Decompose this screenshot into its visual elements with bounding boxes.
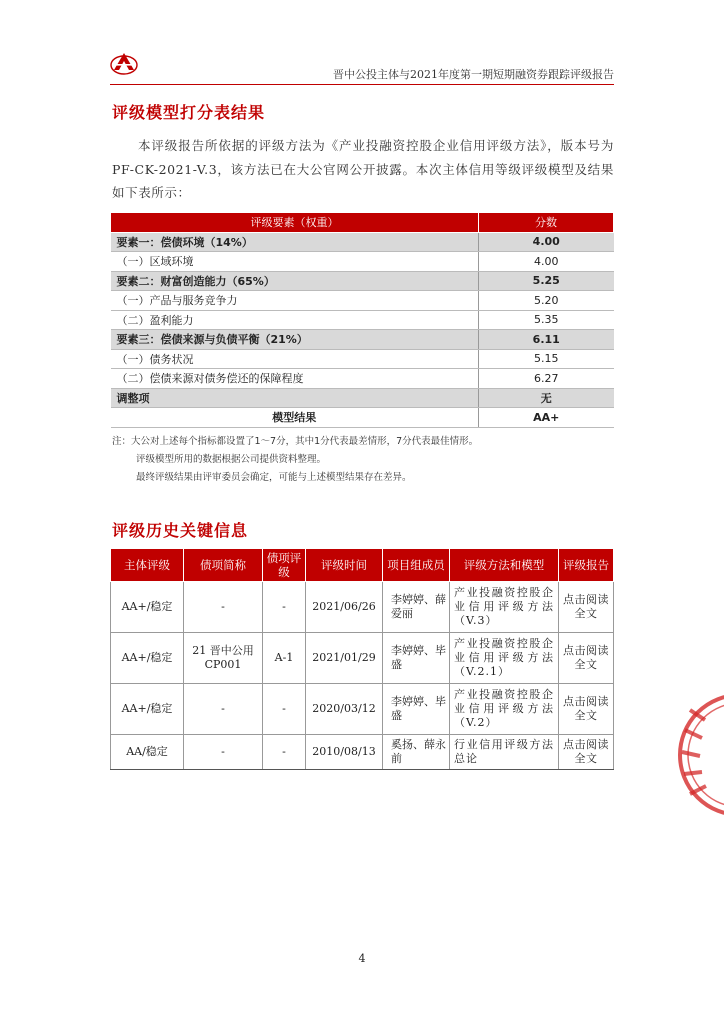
score-table bbox=[110, 212, 614, 428]
history-header: 评级时间 bbox=[306, 549, 383, 582]
methodology-paragraph: 本评级报告所依据的评级方法为《产业投融资控股企业信用评级方法》，版本号为 PF-CK-2021-V.3，该方法已在大公官网公开披露。本次主体信用等级评级模型及结果如下表所示： bbox=[112, 138, 614, 200]
score-factor: （一）产品与服务竞争力 bbox=[111, 291, 479, 311]
team-members: 李婷婷、毕盛 bbox=[383, 633, 450, 684]
score-table-header-factor: 评级要素（权重） bbox=[111, 213, 479, 233]
note-line: 评级模型所用的数据根据公司提供资料整理。 bbox=[136, 454, 327, 465]
score-factor: （一）债务状况 bbox=[111, 349, 479, 369]
seal-stamp-icon bbox=[660, 690, 724, 820]
history-header: 评级方法和模型 bbox=[450, 549, 559, 582]
issue-rating: - bbox=[263, 735, 306, 770]
history-row bbox=[111, 735, 614, 770]
history-row bbox=[111, 633, 614, 684]
score-row bbox=[111, 349, 614, 369]
header-title: 晋中公投主体与2021年度第一期短期融资券跟踪评级报告 bbox=[333, 68, 614, 81]
note-line: 注：大公对上述每个指标都设置了1～7分，其中1分代表最差情形，7分代表最佳情形。 bbox=[112, 436, 479, 447]
score-row bbox=[111, 388, 614, 408]
rating-report-link[interactable]: 点击阅读全文 bbox=[559, 684, 614, 735]
rating-report-link[interactable]: 点击阅读全文 bbox=[559, 633, 614, 684]
section-title-scoring: 评级模型打分表结果 bbox=[112, 103, 266, 122]
issue-rating: - bbox=[263, 684, 306, 735]
note-line: 最终评级结果由评审委员会确定，可能与上述模型结果存在差异。 bbox=[136, 472, 412, 483]
history-row bbox=[111, 684, 614, 735]
rating-date: 2020/03/12 bbox=[306, 684, 383, 735]
score-value: 5.15 bbox=[479, 349, 614, 369]
score-value: 5.35 bbox=[479, 310, 614, 330]
score-value: 5.25 bbox=[479, 271, 614, 291]
score-value: 4.00 bbox=[479, 252, 614, 272]
team-members: 李婷婷、薛爱丽 bbox=[383, 582, 450, 633]
score-value: 6.11 bbox=[479, 330, 614, 350]
issue-short-name: 21 晋中公用 CP001 bbox=[184, 633, 263, 684]
score-row bbox=[111, 369, 614, 389]
rating-method: 产业投融资控股企业信用评级方法（V.2） bbox=[450, 684, 559, 735]
score-value: 6.27 bbox=[479, 369, 614, 389]
entity-rating: AA+/稳定 bbox=[111, 633, 184, 684]
issue-rating: - bbox=[263, 582, 306, 633]
issue-short-name: - bbox=[184, 582, 263, 633]
rating-date: 2021/01/29 bbox=[306, 633, 383, 684]
score-factor: （二）盈利能力 bbox=[111, 310, 479, 330]
history-header: 债项简称 bbox=[184, 549, 263, 582]
score-value: 无 bbox=[479, 388, 614, 408]
score-row bbox=[111, 330, 614, 350]
history-header: 债项评级 bbox=[263, 549, 306, 582]
score-factor: 要素二：财富创造能力（65%） bbox=[111, 271, 479, 291]
score-factor: 要素一：偿债环境（14%） bbox=[111, 232, 479, 252]
score-factor: 模型结果 bbox=[111, 408, 479, 428]
score-factor: 要素三：偿债来源与负债平衡（21%） bbox=[111, 330, 479, 350]
issue-short-name: - bbox=[184, 735, 263, 770]
rating-date: 2010/08/13 bbox=[306, 735, 383, 770]
rating-report-link[interactable]: 点击阅读全文 bbox=[559, 582, 614, 633]
score-value: AA+ bbox=[479, 408, 614, 428]
score-value: 5.20 bbox=[479, 291, 614, 311]
score-row bbox=[111, 252, 614, 272]
score-row bbox=[111, 271, 614, 291]
score-row bbox=[111, 291, 614, 311]
team-members: 李婷婷、毕盛 bbox=[383, 684, 450, 735]
rating-report-link[interactable]: 点击阅读全文 bbox=[559, 735, 614, 770]
rating-method: 行业信用评级方法总论 bbox=[450, 735, 559, 770]
score-table-header-score: 分数 bbox=[479, 213, 614, 233]
history-header: 评级报告 bbox=[559, 549, 614, 582]
score-row bbox=[111, 408, 614, 428]
score-row bbox=[111, 232, 614, 252]
history-row bbox=[111, 582, 614, 633]
rating-method: 产业投融资控股企业信用评级方法（V.3） bbox=[450, 582, 559, 633]
history-header: 主体评级 bbox=[111, 549, 184, 582]
score-notes bbox=[112, 433, 478, 487]
rating-date: 2021/06/26 bbox=[306, 582, 383, 633]
score-factor: 调整项 bbox=[111, 388, 479, 408]
score-value: 4.00 bbox=[479, 232, 614, 252]
section-title-history: 评级历史关键信息 bbox=[112, 521, 249, 540]
entity-rating: AA+/稳定 bbox=[111, 582, 184, 633]
header-rule bbox=[110, 84, 614, 85]
score-row bbox=[111, 310, 614, 330]
entity-rating: AA/稳定 bbox=[111, 735, 184, 770]
rating-method: 产业投融资控股企业信用评级方法（V.2.1） bbox=[450, 633, 559, 684]
score-factor: （二）偿债来源对债务偿还的保障程度 bbox=[111, 369, 479, 389]
issue-short-name: - bbox=[184, 684, 263, 735]
history-header: 项目组成员 bbox=[383, 549, 450, 582]
issue-rating: A-1 bbox=[263, 633, 306, 684]
dagong-logo-icon bbox=[110, 50, 138, 76]
team-members: 奚扬、薛永前 bbox=[383, 735, 450, 770]
page-number: 4 bbox=[358, 952, 366, 965]
entity-rating: AA+/稳定 bbox=[111, 684, 184, 735]
score-factor: （一）区域环境 bbox=[111, 252, 479, 272]
rating-history-table bbox=[110, 548, 614, 770]
